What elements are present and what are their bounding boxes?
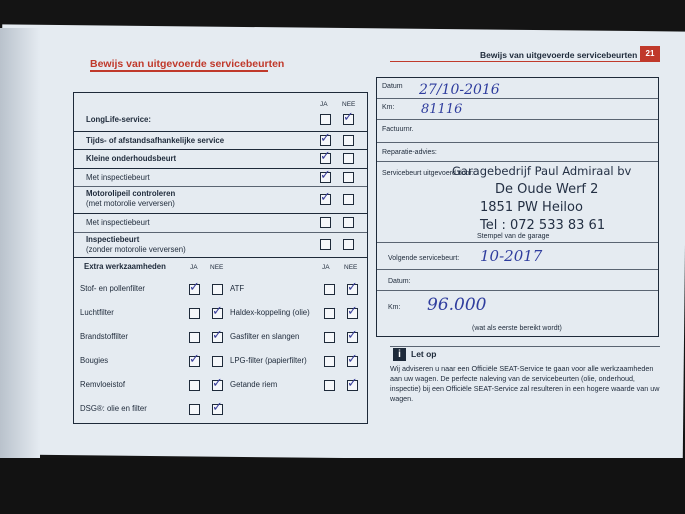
km2-handwritten: 96.000: [427, 295, 487, 315]
extra-left-ja-checkbox[interactable]: [189, 308, 200, 319]
checklist-row: [74, 169, 367, 187]
extra-right-label: Getande riem: [230, 380, 278, 389]
reparatie-label: Reparatie-advies:: [382, 149, 437, 156]
ja-checkbox[interactable]: [320, 190, 331, 205]
nee-checkbox[interactable]: [343, 194, 354, 205]
extra-left-nee-checkbox[interactable]: [212, 400, 223, 415]
extra-right-nee-checkbox[interactable]: [347, 304, 358, 319]
check-mark-icon: ✓: [320, 149, 331, 164]
page-number: 21: [640, 46, 660, 62]
extra-right-ja-checkbox[interactable]: [324, 284, 335, 295]
checklist-row: [74, 233, 367, 258]
extra-col-nee-header: NEE: [344, 264, 358, 271]
extra-left-label: Luchtfilter: [80, 308, 114, 317]
checklist-row: [74, 214, 367, 233]
header-rule: [390, 61, 640, 62]
extra-left-nee-checkbox[interactable]: [212, 376, 223, 391]
check-mark-icon: ✓: [347, 280, 358, 295]
stamp-garage-name: Garagebedrijf Paul Admiraal bv: [452, 164, 632, 178]
checklist-row-label: Kleine onderhoudsbeurt: [86, 154, 177, 163]
checklist-row-label: Tijds- of afstandsafhankelijke service: [86, 135, 225, 145]
nee-checkbox[interactable]: [343, 135, 354, 146]
extra-right-nee-checkbox[interactable]: [347, 280, 358, 295]
km-row: [377, 99, 658, 120]
datum-row: [377, 78, 658, 99]
checklist-row-label: Met inspectiebeurt: [86, 218, 150, 227]
ja-checkbox[interactable]: [320, 217, 331, 228]
extra-left-label: Bougies: [80, 356, 109, 365]
check-mark-icon: ✓: [347, 304, 358, 319]
note-text: Wij adviseren u naar een Officiële SEAT-Service te gaan voor alle werkzaamheden aan uw wagen. De perfecte naleving van de servicebeurten (olie, onderhoud, inspectie) bij een Officiële SEAT-Service zal resulteren in een hogere waarde van uw wagen.: [390, 364, 660, 403]
extra-right-nee-checkbox[interactable]: [347, 376, 358, 391]
check-mark-icon: ✓: [212, 328, 223, 343]
check-mark-icon: ✓: [320, 190, 331, 205]
service-record-form: [376, 77, 659, 337]
check-mark-icon: ✓: [347, 376, 358, 391]
extra-right-ja-checkbox[interactable]: [324, 308, 335, 319]
extra-heading: Extra werkzaamheden: [84, 262, 166, 271]
extra-right-ja-checkbox[interactable]: [324, 356, 335, 367]
extra-col-ja-header: JA: [190, 264, 198, 271]
check-mark-icon: ✓: [320, 130, 331, 146]
datum2-label: Datum:: [388, 278, 411, 285]
km-handwritten: 81116: [421, 102, 463, 117]
stamp-area: [377, 162, 658, 243]
extra-left-label: DSG®: olie en filter: [80, 404, 147, 413]
background-shadow: [0, 458, 685, 514]
extra-left-nee-checkbox[interactable]: [212, 304, 223, 319]
service-checklist: [73, 92, 368, 424]
checklist-row-sublabel: (met motorolie verversen): [86, 199, 175, 208]
checklist-row: [74, 132, 367, 150]
checklist-row-label: Met inspectiebeurt: [86, 172, 150, 182]
factuur-label: Factuurnr.: [382, 126, 414, 133]
extra-col-ja-header: JA: [322, 264, 330, 271]
extra-left-ja-checkbox[interactable]: [189, 380, 200, 391]
bereikt-label: (wat als eerste bereikt wordt): [472, 325, 562, 332]
nee-checkbox[interactable]: [343, 110, 354, 125]
ja-checkbox[interactable]: [320, 149, 331, 164]
uitgevoerd-label: Servicebeurt uitgevoerd door:: [382, 170, 474, 177]
reparatie-row: [377, 143, 658, 162]
ja-checkbox[interactable]: [320, 167, 331, 183]
info-icon: i: [393, 348, 406, 361]
chapter-heading: Bewijs van uitgevoerde servicebeurten: [480, 50, 638, 60]
check-mark-icon: ✓: [320, 167, 331, 183]
ja-checkbox[interactable]: [320, 114, 331, 125]
nee-checkbox[interactable]: [343, 153, 354, 164]
stamp-phone: Tel : 072 533 83 61: [480, 218, 606, 233]
extra-col-nee-header: NEE: [210, 264, 224, 271]
note-divider: [390, 346, 660, 347]
stamp-city: 1851 PW Heiloo: [480, 200, 583, 215]
col-nee-header: NEE: [342, 101, 356, 108]
nee-checkbox[interactable]: [343, 172, 354, 183]
datum2-row: [377, 270, 658, 291]
km-label: Km:: [382, 104, 395, 111]
extra-left-nee-checkbox[interactable]: [212, 328, 223, 343]
col-ja-header: JA: [320, 101, 328, 108]
datum-label: Datum: [382, 83, 403, 90]
checklist-row-label: LongLife-service:: [86, 115, 151, 124]
datum-handwritten: 27/10-2016: [419, 82, 500, 98]
checklist-row: [74, 150, 367, 169]
volgende-handwritten: 10-2017: [480, 247, 543, 265]
stamp-street: De Oude Werf 2: [495, 182, 599, 197]
extra-right-label: Haldex-koppeling (olie): [230, 308, 310, 317]
checklist-row: [74, 109, 367, 132]
volgende-label: Volgende servicebeurt:: [388, 255, 460, 262]
check-mark-icon: ✓: [212, 304, 223, 319]
page-title: Bewijs van uitgevoerde servicebeurten: [90, 58, 285, 70]
checklist-row-sublabel: (zonder motorolie verversen): [86, 245, 186, 254]
extra-right-nee-checkbox[interactable]: [347, 328, 358, 343]
page-spine-shadow: [0, 28, 40, 458]
extra-left-nee-checkbox[interactable]: [212, 356, 223, 367]
checklist-row-label: Inspectiebeurt: [86, 235, 140, 244]
extra-right-label: LPG-filter (papierfilter): [230, 356, 307, 365]
ja-checkbox[interactable]: [320, 130, 331, 146]
check-mark-icon: ✓: [347, 352, 358, 367]
check-mark-icon: ✓: [212, 400, 223, 415]
extra-left-ja-checkbox[interactable]: [189, 352, 200, 367]
extra-left-ja-checkbox[interactable]: [189, 332, 200, 343]
extra-right-ja-checkbox[interactable]: [324, 332, 335, 343]
factuur-row: [377, 120, 658, 143]
stempel-label: Stempel van de garage: [477, 233, 550, 240]
extra-left-label: Remvloeistof: [80, 380, 126, 389]
nee-checkbox[interactable]: [343, 239, 354, 250]
km2-label: Km:: [388, 304, 401, 311]
checklist-row-label: Motorolipeil controleren: [86, 189, 176, 198]
check-mark-icon: ✓: [189, 352, 200, 367]
extra-left-nee-checkbox[interactable]: [212, 284, 223, 295]
extra-left-label: Stof- en pollenfilter: [80, 284, 146, 293]
extra-right-ja-checkbox[interactable]: [324, 380, 335, 391]
check-mark-icon: ✓: [212, 376, 223, 391]
check-mark-icon: ✓: [347, 328, 358, 343]
extra-left-label: Brandstoffilter: [80, 332, 128, 341]
extra-right-nee-checkbox[interactable]: [347, 352, 358, 367]
checklist-row: [74, 187, 367, 214]
extra-left-ja-checkbox[interactable]: [189, 280, 200, 295]
check-mark-icon: ✓: [189, 280, 200, 295]
check-mark-icon: ✓: [343, 110, 354, 125]
volgende-row: [377, 243, 658, 270]
nee-checkbox[interactable]: [343, 217, 354, 228]
extra-right-label: Gasfilter en slangen: [230, 332, 300, 341]
extra-right-label: ATF: [230, 284, 245, 293]
ja-checkbox[interactable]: [320, 239, 331, 250]
extra-left-ja-checkbox[interactable]: [189, 404, 200, 415]
title-underline: [90, 70, 268, 72]
note-title: Let op: [411, 349, 437, 359]
km2-row: [377, 291, 658, 335]
